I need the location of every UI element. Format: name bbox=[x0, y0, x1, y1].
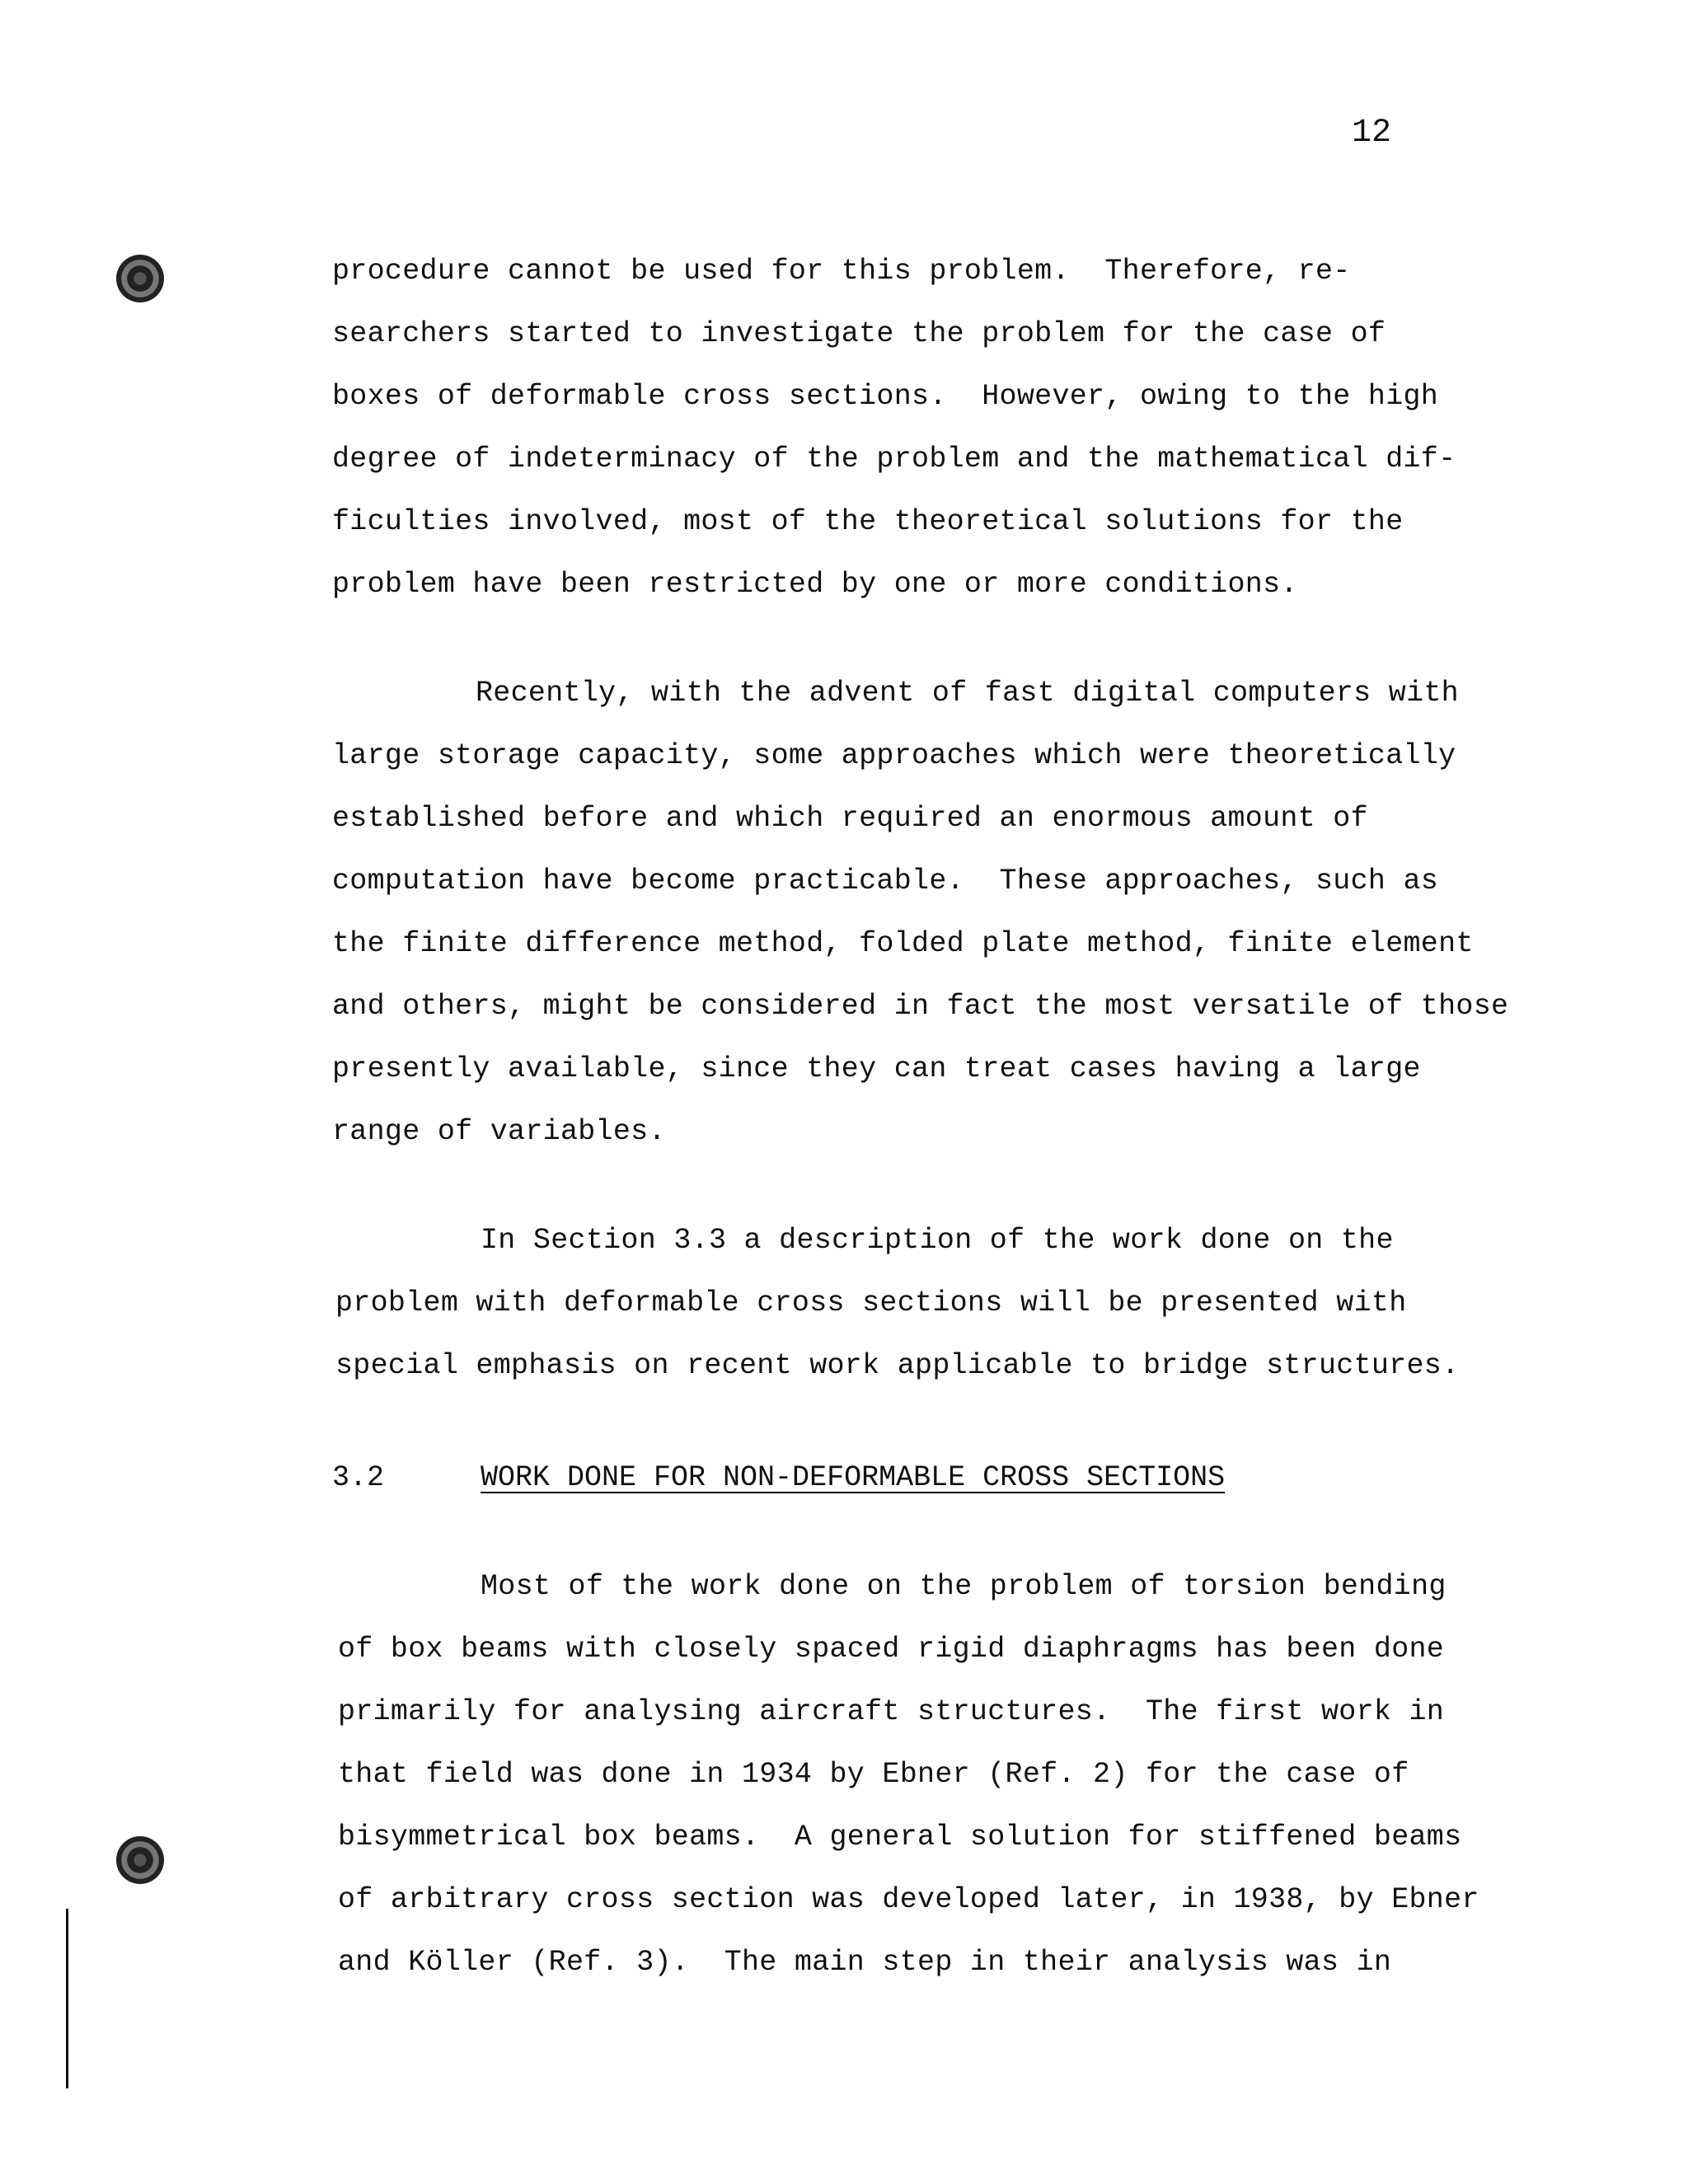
text-line: and Köller (Ref. 3). The main step in their analysis was in bbox=[338, 1946, 1392, 1979]
text-line: procedure cannot be used for this problem. Therefore, re- bbox=[332, 255, 1351, 288]
text-line: large storage capacity, some approaches which were theoretically bbox=[332, 739, 1456, 772]
text-line: bisymmetrical box beams. A general solution for stiffened beams bbox=[338, 1821, 1462, 1854]
text-line: boxes of deformable cross sections. However, owing to the high bbox=[332, 380, 1439, 413]
text-line: Recently, with the advent of fast digital computers with bbox=[476, 677, 1459, 710]
text-line: In Section 3.3 a description of the work done on the bbox=[481, 1224, 1394, 1257]
margin-line bbox=[66, 1909, 68, 2088]
text-line: of arbitrary cross section was developed later, in 1938, by Ebner bbox=[338, 1883, 1479, 1916]
text-line: special emphasis on recent work applicable to bridge structures. bbox=[335, 1349, 1460, 1382]
text-line: range of variables. bbox=[332, 1115, 666, 1148]
text-line: of box beams with closely spaced rigid diaphragms has been done bbox=[338, 1633, 1445, 1666]
text-line: the finite difference method, folded plate method, finite element bbox=[332, 927, 1474, 960]
section-title: WORK DONE FOR NON-DEFORMABLE CROSS SECTIONS bbox=[481, 1461, 1226, 1494]
text-line: degree of indeterminacy of the problem and the mathematical dif- bbox=[332, 443, 1456, 476]
section-number: 3.2 bbox=[332, 1461, 385, 1494]
page-number: 12 bbox=[1352, 115, 1392, 152]
text-line: presently available, since they can treat cases having a large bbox=[332, 1052, 1421, 1085]
text-line: computation have become practicable. These approaches, such as bbox=[332, 865, 1439, 898]
text-line: problem have been restricted by one or more conditions. bbox=[332, 568, 1298, 601]
text-line: searchers started to investigate the problem for the case of bbox=[332, 317, 1386, 350]
text-line: Most of the work done on the problem of torsion bending bbox=[481, 1570, 1447, 1603]
text-line: ficulties involved, most of the theoretical solutions for the bbox=[332, 505, 1404, 538]
text-line: established before and which required an enormous amount of bbox=[332, 802, 1368, 835]
text-line: that field was done in 1934 by Ebner (Ref. 2) for the case of bbox=[338, 1758, 1409, 1791]
text-line: problem with deformable cross sections will be presented with bbox=[335, 1286, 1407, 1319]
punch-hole-bottom bbox=[116, 1836, 164, 1884]
punch-hole-top bbox=[116, 255, 164, 302]
text-line: primarily for analysing aircraft structures. The first work in bbox=[338, 1695, 1445, 1728]
text-line: and others, might be considered in fact the most versatile of those bbox=[332, 990, 1509, 1023]
